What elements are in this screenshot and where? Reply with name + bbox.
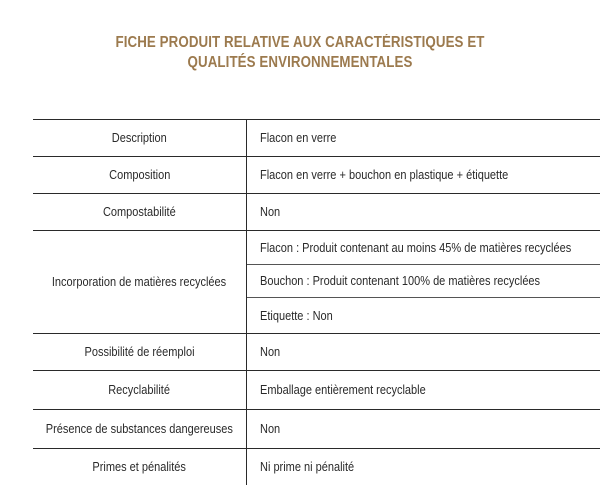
page-title bbox=[42, 33, 558, 73]
table-row-recyclability bbox=[33, 371, 600, 410]
table-row-hazardous-substances bbox=[33, 410, 600, 449]
row-value: Etiquette : Non bbox=[259, 308, 333, 323]
row-value: Bouchon : Produit contenant 100% de matières recyclées bbox=[259, 274, 540, 288]
table-row-recycled-content bbox=[33, 231, 600, 265]
table-row-premiums-penalties bbox=[33, 449, 600, 485]
row-label: Présence de substances dangereuses bbox=[45, 422, 233, 436]
row-value: Ni prime ni pénalité bbox=[259, 459, 354, 474]
row-label: Recyclabilité bbox=[108, 383, 171, 397]
row-label: Composition bbox=[108, 168, 170, 182]
row-value: Non bbox=[259, 205, 280, 219]
row-label: Description bbox=[111, 131, 167, 145]
table-row-composition bbox=[33, 157, 600, 194]
product-sheet-table bbox=[33, 119, 600, 485]
row-value: Emballage entièrement recyclable bbox=[259, 383, 426, 397]
row-label: Incorporation de matières recyclées bbox=[52, 275, 227, 289]
row-value: Non bbox=[259, 345, 280, 359]
title-line-2: QUALITÉS ENVIRONNEMENTALES bbox=[187, 54, 413, 71]
table-row-reuse bbox=[33, 334, 600, 371]
row-value: Non bbox=[259, 422, 280, 436]
row-value: Flacon en verre + bouchon en plastique + étiquette bbox=[259, 168, 508, 182]
table-row-description bbox=[33, 120, 600, 157]
row-label: Possibilité de réemploi bbox=[84, 345, 195, 359]
row-value: Flacon en verre bbox=[259, 131, 337, 145]
row-label: Compostabilité bbox=[102, 205, 176, 219]
title-line-1: FICHE PRODUIT RELATIVE AUX CARACTÉRISTIQUES ET bbox=[115, 34, 485, 51]
row-label: Primes et pénalités bbox=[92, 459, 187, 474]
table-row-compostability bbox=[33, 194, 600, 231]
row-value: Flacon : Produit contenant au moins 45% de matières recyclées bbox=[259, 240, 571, 255]
